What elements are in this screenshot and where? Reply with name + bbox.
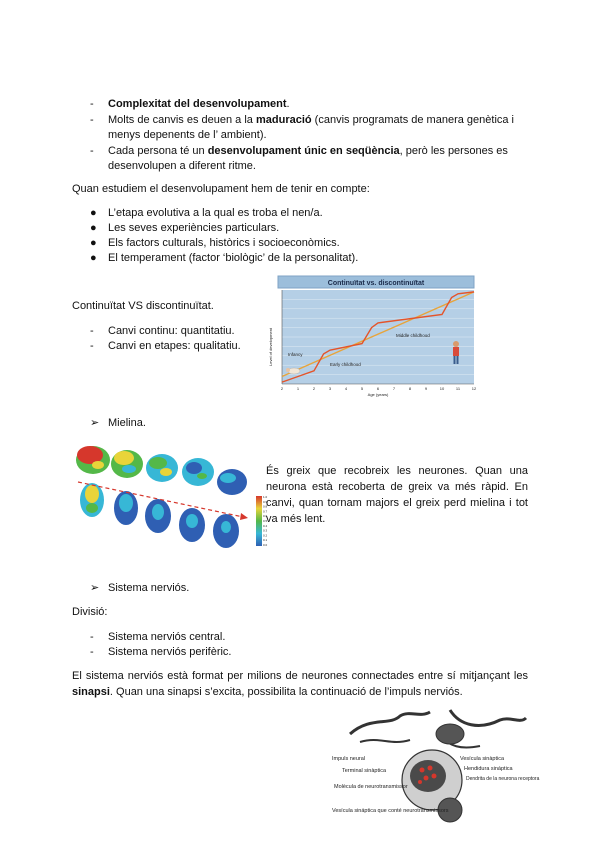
divisio-item: Sistema nerviós perifèric. [108,646,232,658]
intro-item-2-line2: menys depenents de l’ ambient). [108,129,267,141]
sinapsi-post: . Quan una sinapsi s’excita, possibilita la continuació de l’impuls nerviós. [109,686,463,698]
intro-item-3-rest: , però les persones es [399,145,508,157]
chart-ylabel: Level of development [268,327,273,366]
arrow-bullet-icon: ➢ [90,417,100,429]
intro-item-2-rest: (canvis programats de manera genètica i [311,114,515,126]
compte-item: Les seves experiències particulars. [108,222,280,234]
compte-heading: Quan estudiem el desenvolupament hem de tenir en compte: [72,183,370,195]
intro-item-3 [108,143,528,159]
divisio-heading: Divisió: [72,606,108,618]
label-molecula: Molècula de neurotransmissor [334,784,408,790]
x-tick-label: 7 [392,386,396,391]
brain-top-4 [182,458,214,486]
brain-bottom-2 [114,491,138,525]
chart-title: Continuïtat vs. discontinuïtat [327,280,425,287]
scale-tick-label: 0.9 [263,499,268,504]
scale-tick-label: 0.6 [263,514,268,519]
x-tick-label: 11 [455,386,461,391]
list-dash: - [90,646,94,658]
intro-item-2-bold: maduració [255,114,312,126]
scale-tick-label: 0.4 [263,523,268,528]
compte-item: L’etapa evolutiva a la qual es troba el nen/a. [108,207,323,219]
x-tick-label: 2 [312,386,316,391]
bullet-icon: ● [90,207,97,219]
scale-tick-label: 0.3 [263,528,268,533]
mielina-title: Mielina. [108,417,146,429]
chart-x-ticks [281,386,477,391]
brain-top-2 [111,450,143,478]
brain-myelination-figure [72,438,266,554]
arrow-bullet-icon: ➢ [90,582,100,594]
continuitat-heading: Continuïtat VS discontinuïtat. [72,300,214,312]
list-dash: - [90,631,94,643]
x-tick-label: 12 [471,386,477,391]
intro-item-1-bold: Complexitat del desenvolupament [108,98,287,110]
continuity-chart [266,276,476,398]
synaptic-terminal [410,760,446,792]
list-dash: - [90,340,94,352]
intro-item-1-after: . [286,98,290,110]
x-tick-label: 4 [344,386,348,391]
compte-item: El temperament (factor ‘biològic’ de la personalitat). [108,252,359,264]
brain-color-scale [256,496,262,546]
scale-tick-label: 0.0 [263,543,268,547]
neuron-branches [350,710,526,748]
intro-item-1 [108,96,290,112]
continuitat-item: Canvi continu: quantitatiu. [108,325,235,337]
x-tick-label: 9 [424,386,428,391]
label-vesicula-sinaptica: Vesícula sinàptica [460,756,505,762]
sistema-title: Sistema nerviós. [108,582,190,594]
x-tick-label: 3 [328,386,332,391]
bullet-icon: ● [90,237,97,249]
continuitat-item: Canvi en etapes: qualitatiu. [108,340,241,352]
bullet-icon: ● [90,252,97,264]
label-infancy: Infancy [288,352,303,357]
label-vesicula-conte: Vesícula sináptica que conté neurotransmissors [332,808,449,814]
intro-item-2 [108,112,528,128]
scale-tick-label: 0.5 [263,519,268,523]
label-dendrita: Dendrita de la neurona receptora [466,776,540,782]
label-hendidura: Hendidura sináptica [464,766,513,772]
x-tick-label: 5 [360,386,364,391]
brain-bottom-5 [213,514,239,548]
scale-tick-label: 0.1 [263,538,268,543]
list-dash: - [90,114,94,126]
x-tick-label: 10 [439,386,445,391]
label-impuls: Impuls neural [332,756,366,762]
bullet-icon: ● [90,222,97,234]
scale-tick-label: 0.7 [263,509,268,514]
scale-tick-label: 0.8 [263,504,268,509]
sinapsi-paragraph [72,668,528,700]
chart-xlabel: Age (years) [367,392,389,397]
brain-top-3 [146,454,178,482]
label-middle-childhood: Middle childhood [396,333,430,338]
intro-item-3-pre: Cada persona té un [108,145,208,157]
brain-bottom-3 [145,499,171,533]
label-terminal: Terminal sinàptica [342,768,387,774]
x-tick-label: 1 [296,386,300,391]
brain-bottom-4 [179,508,205,542]
x-tick-label: 2 [280,386,284,391]
mielina-description: És greix que recobreix les neurones. Quan una neurona està recoberta de greix va més ràpid. En canvi, quan tornam majors el greix perd mielina i tot va més lent. [266,465,528,525]
x-tick-label: 8 [408,386,412,391]
divisio-item: Sistema nerviós central. [108,631,226,643]
intro-item-2-pre: Molts de canvis es deuen a la [108,114,256,126]
sinapsi-pre: El sistema nerviós està format per milions de neurones connectades entre sí mitjançant les [72,670,528,682]
scale-tick-label: 1.0 [263,495,268,499]
brain-top-5 [217,469,247,495]
brain-bottom-1 [80,483,104,517]
sinapsi-bold: sinapsi [72,686,110,698]
brain-top-left [76,446,110,474]
x-tick-label: 6 [376,386,380,391]
compte-item: Els factors culturals, històrics i socioeconòmics. [108,237,340,249]
synapse-figure [330,706,540,822]
list-dash: - [90,98,94,110]
scale-tick-label: 0.2 [263,533,268,538]
label-early-childhood: Early childhood [330,362,361,367]
intro-item-3-bold: desenvolupament únic en seqüència [207,145,400,157]
list-dash: - [90,325,94,337]
trend-arrowhead-icon [240,513,248,520]
intro-item-3-line2: desenvolupen a diferent ritme. [108,160,256,172]
list-dash: - [90,145,94,157]
